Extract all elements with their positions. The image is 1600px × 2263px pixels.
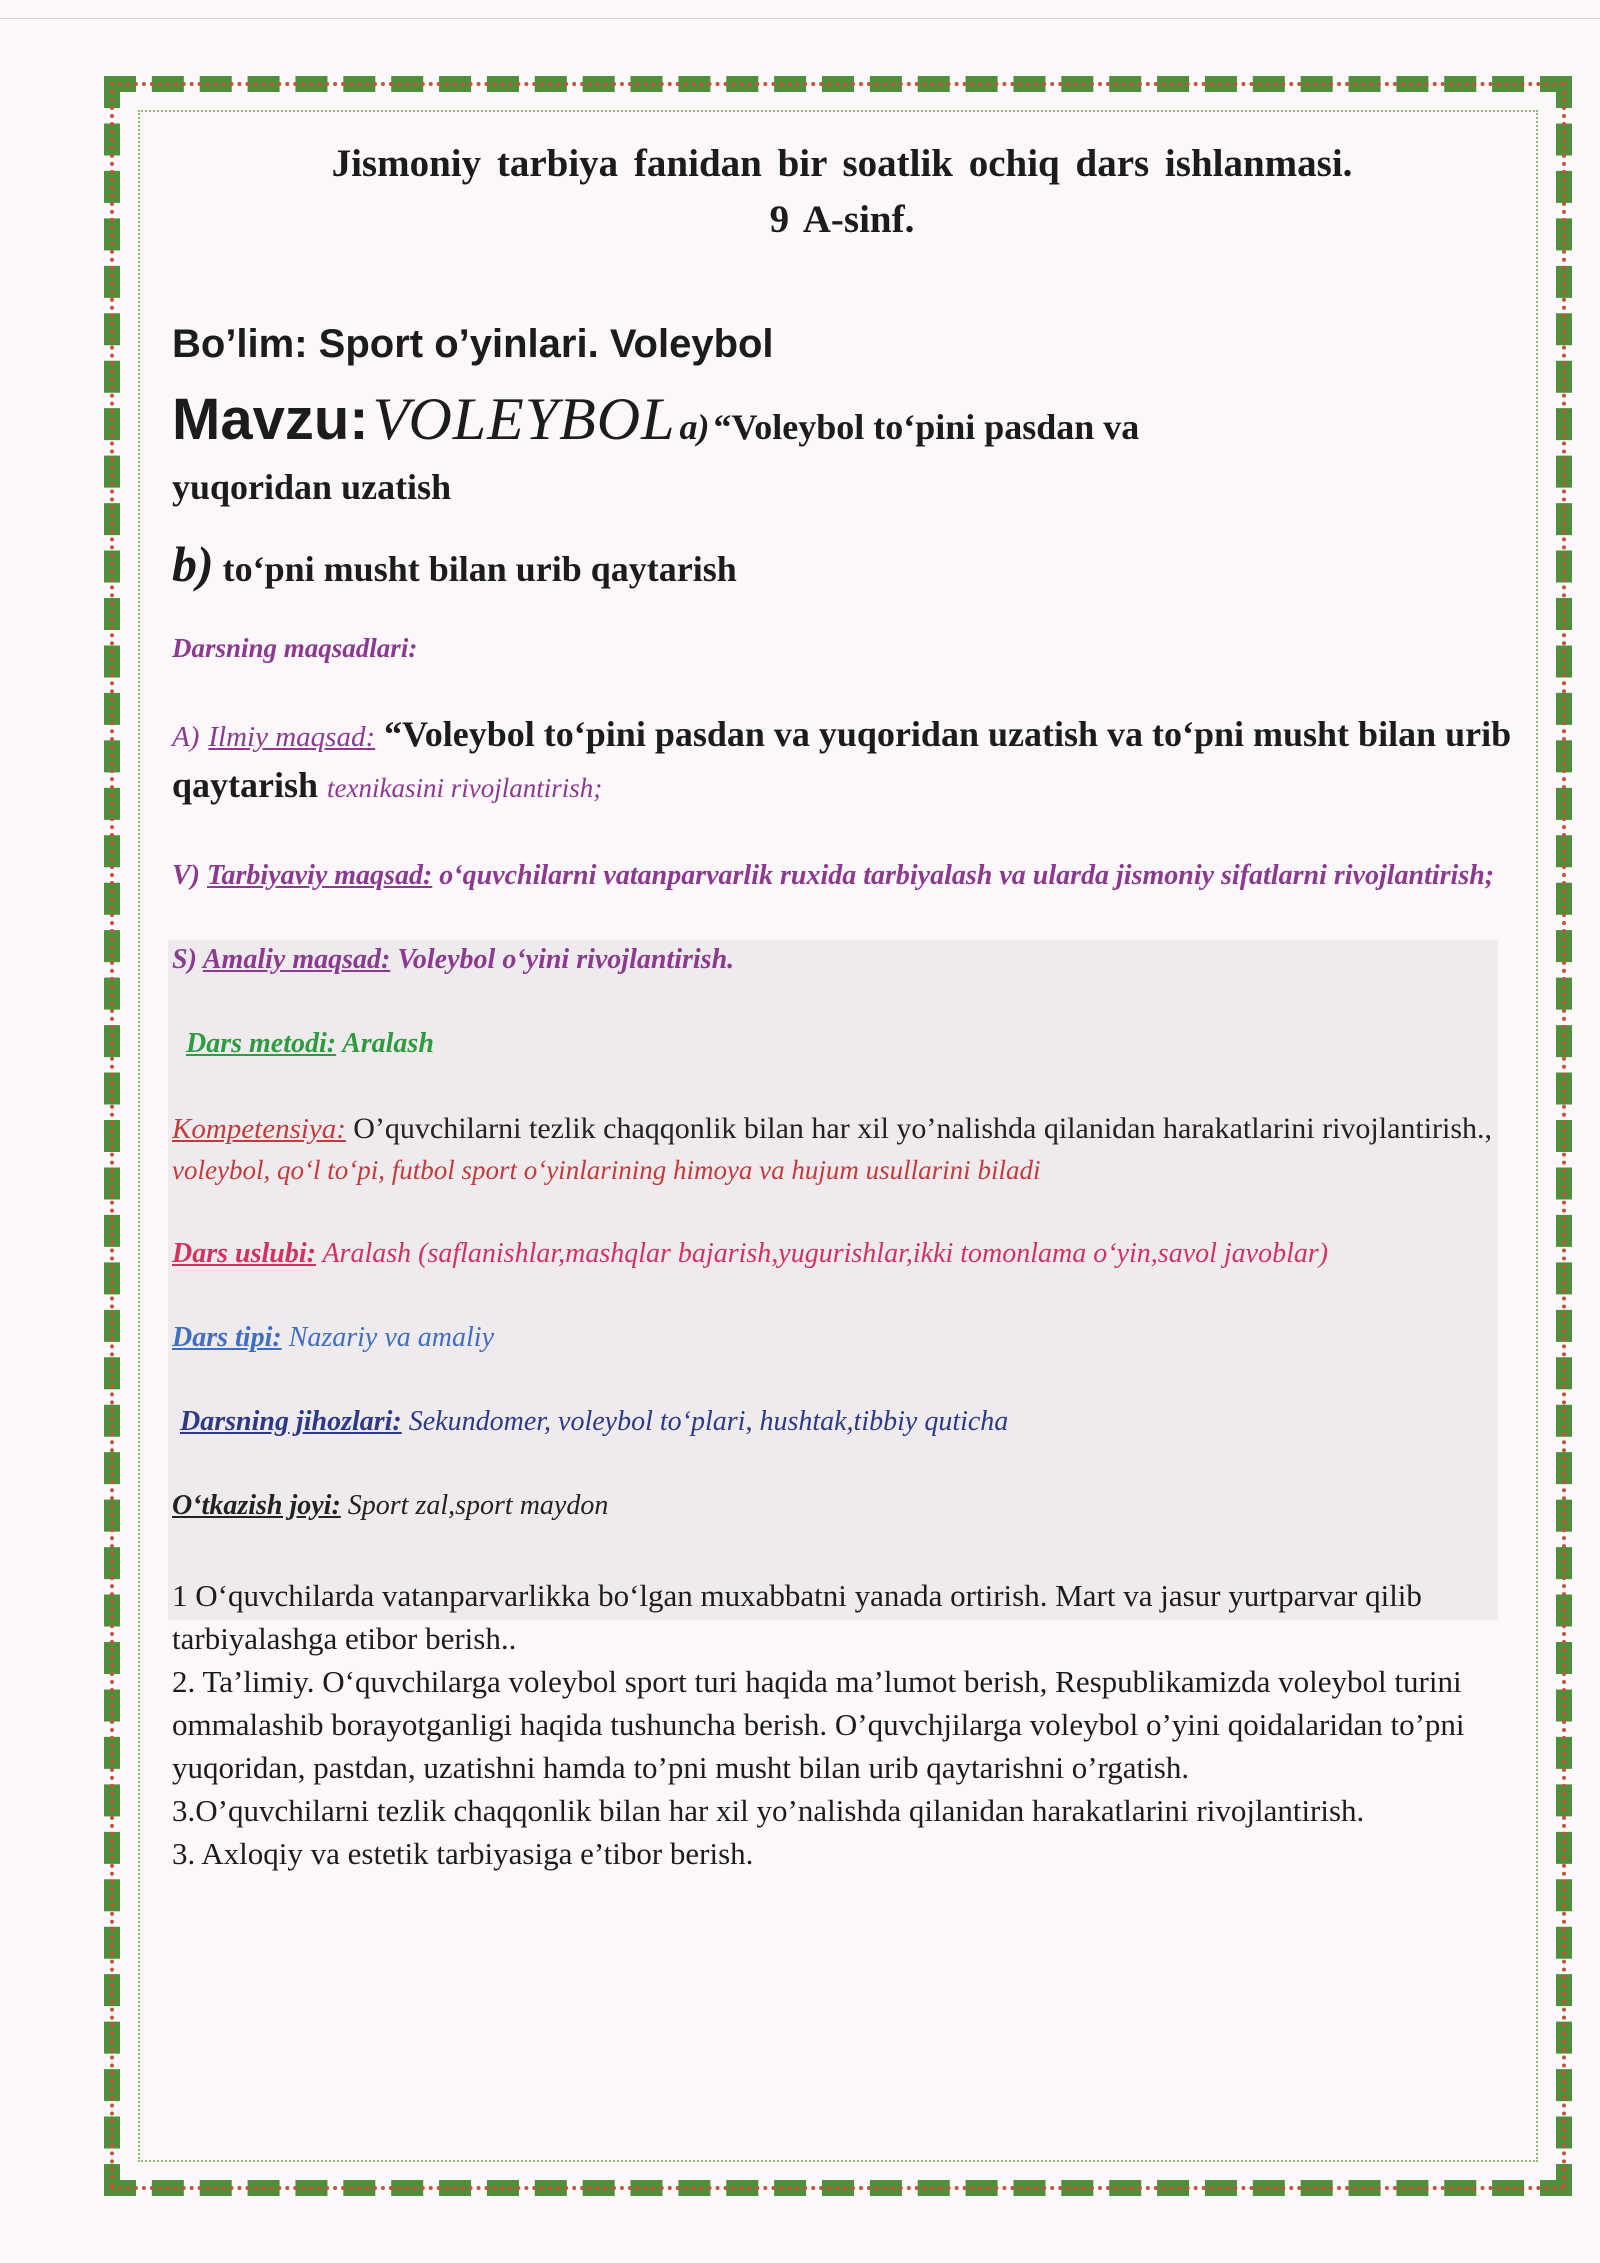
kompetensiya-label: Kompetensiya: [172, 1113, 346, 1145]
mavzu-b-letter: b) [172, 536, 214, 592]
ilmiy-maqsad [172, 710, 1512, 812]
section-heading: Bo’lim: Sport o’yinlari. Voleybol [172, 322, 774, 366]
metod-label: Dars metodi: [186, 1028, 337, 1059]
ilmiy-tail: texnikasini rivojlantirish; [327, 773, 603, 803]
list-item: 1 O‘quvchilarda vatanparvarlikka bo‘lgan muxabbatni yanada ortirish. Mart va jasur yurtparvar qilib tarbiyalashga etibor berish.. [172, 1578, 1422, 1656]
kompetensiya [172, 1108, 1512, 1190]
ilmiy-label: Ilmiy maqsad: [208, 721, 376, 753]
list-item: 3. Axloqiy va estetik tarbiyasiga e’tibor berish. [172, 1836, 754, 1871]
tipi-label: Dars tipi: [172, 1322, 282, 1353]
mavzu-a-text-2: yuqoridan uzatish [172, 467, 452, 507]
dars-uslubi [172, 1234, 1512, 1274]
mavzu-heading [172, 386, 1512, 521]
uslubi-text: Aralash (saflanishlar,mashqlar bajarish,yugurishlar,ikki tomonlama o‘yin,savol javoblar) [322, 1238, 1329, 1269]
mavzu-b-text: to‘pni musht bilan urib qaytarish [222, 549, 737, 589]
kompetensiya-tail: voleybol, qo‘l to‘pi, futbol sport o‘yinlarining himoya va hujum usullarini biladi [172, 1155, 1041, 1185]
metod-text: Aralash [342, 1028, 434, 1059]
tarbiyaviy-label: Tarbiyaviy maqsad: [207, 860, 433, 891]
tarbiyaviy-maqsad [172, 856, 1512, 896]
dars-tipi [172, 1318, 1512, 1358]
objectives-list [172, 1574, 1512, 1875]
jihozlari-label: Darsning jihozlari: [180, 1406, 402, 1437]
otkazish-joyi [172, 1486, 1512, 1526]
darsning-jihozlari [180, 1402, 1512, 1442]
mavzu-a-letter: a) [679, 407, 710, 447]
ilmiy-prefix: A) [172, 721, 200, 753]
ilmiy-text: “Voleybol to‘pini pasdan va yuqoridan uzatish va to‘pni musht bilan urib qaytarish [172, 714, 1512, 805]
document-title [172, 136, 1512, 248]
amaliy-prefix: S) [172, 944, 197, 975]
mavzu-b-line [172, 535, 1512, 593]
mavzu-topic: VOLEYBOL [372, 386, 676, 452]
tarbiyaviy-text: o‘quvchilarni vatanparvarlik ruxida tarbiyalash va ularda jismoniy sifatlarni rivojlantirish; [439, 860, 1495, 891]
document-body [172, 112, 1512, 1875]
list-item: 3.O’quvchilarni tezlik chaqqonlik bilan har xil yo’nalishda qilanidan harakatlarini rivojlantirish. [172, 1793, 1365, 1828]
tipi-text: Nazariy va amaliy [288, 1322, 494, 1353]
kompetensiya-text: O’quvchilarni tezlik chaqqonlik bilan har xil yo’nalishda qilanidan harakatlarini rivojlantirish., [353, 1112, 1493, 1145]
amaliy-maqsad [172, 940, 1512, 980]
title-line-2: 9 A-sinf. [769, 198, 915, 241]
mavzu-label: Mavzu: [172, 387, 369, 452]
page-top-rule [0, 18, 1600, 19]
list-item: 2. Ta’limiy. O‘quvchilarga voleybol sport turi haqida ma’lumot berish, Respublikamizda voleybol turini ommalashib borayotganligi haqida tushuncha berish. O’quvchjilarga voleybol o’yini qoidalaridan to’pni yuqoridan, pastdan, uzatishni hamda to’pni musht bilan urib qaytarishni o’rgatish. [172, 1664, 1465, 1785]
amaliy-text: Voleybol o‘yini rivojlantirish. [397, 944, 735, 975]
joyi-text: Sport zal,sport maydon [347, 1490, 609, 1521]
amaliy-label: Amaliy maqsad: [202, 944, 391, 975]
goals-heading: Darsning maqsadlari: [172, 633, 418, 663]
jihozlari-text: Sekundomer, voleybol to‘plari, hushtak,tibbiy quticha [408, 1406, 1009, 1437]
dars-metodi [186, 1024, 1512, 1064]
uslubi-label: Dars uslubi: [172, 1238, 316, 1269]
tarbiyaviy-prefix: V) [172, 860, 200, 891]
title-line-1: Jismoniy tarbiya fanidan bir soatlik ochiq dars ishlanmasi. [331, 142, 1353, 185]
mavzu-a-text: “Voleybol to‘pini pasdan va [713, 407, 1140, 447]
joyi-label: O‘tkazish joyi: [172, 1490, 341, 1521]
